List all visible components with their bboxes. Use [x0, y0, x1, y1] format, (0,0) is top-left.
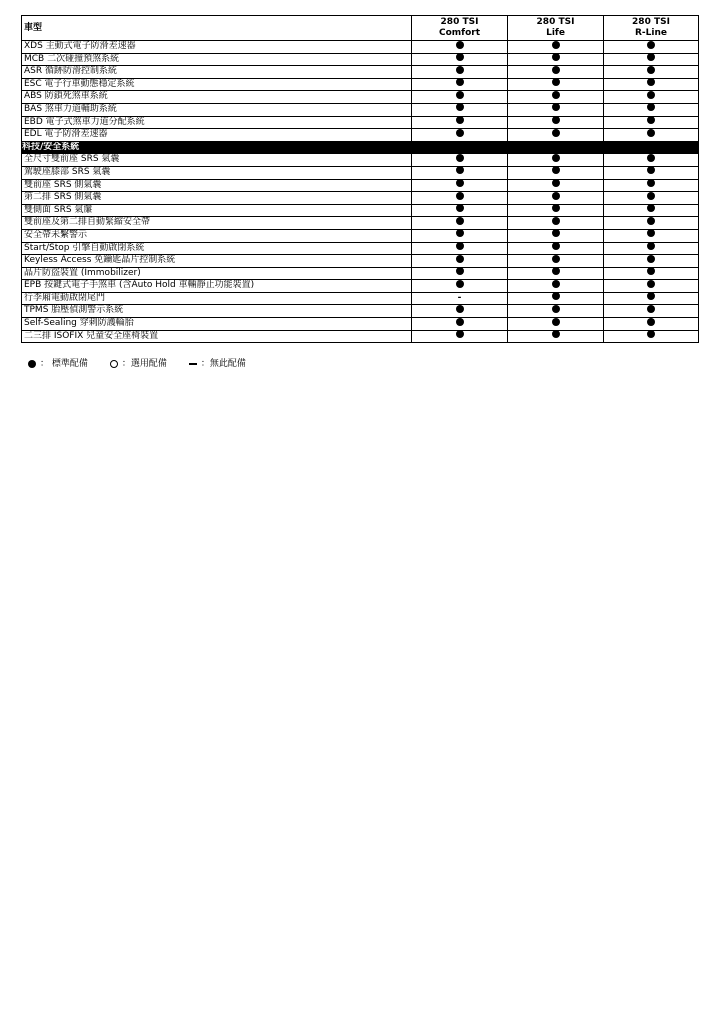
standard-dot-icon	[647, 255, 655, 263]
feature-label: EBD 電子式煞車力道分配系統	[22, 116, 412, 129]
standard-dot-icon	[647, 267, 655, 275]
standard-dot-icon	[456, 204, 464, 212]
table-row	[22, 129, 699, 142]
mark-cell-comfort	[412, 330, 508, 343]
standard-dot-icon	[647, 116, 655, 124]
table-row	[22, 166, 699, 179]
standard-dot-icon	[552, 204, 560, 212]
model-header: 車型	[22, 16, 412, 41]
mark-cell-rline	[604, 129, 699, 142]
mark-cell-comfort	[412, 242, 508, 255]
mark-cell-rline	[604, 166, 699, 179]
mark-cell-comfort	[412, 192, 508, 205]
feature-label: Start/Stop 引擎自動啟閉系統	[22, 242, 412, 255]
mark-cell-rline	[604, 305, 699, 318]
mark-cell-life	[508, 305, 604, 318]
standard-dot-icon	[456, 318, 464, 326]
table-row	[22, 91, 699, 104]
mark-cell-rline	[604, 229, 699, 242]
mark-cell-comfort	[412, 179, 508, 192]
standard-dot-icon	[552, 166, 560, 174]
legend-standard	[28, 358, 88, 370]
legend-none	[189, 358, 246, 370]
standard-dot-icon	[647, 179, 655, 187]
standard-dot-icon	[456, 53, 464, 61]
mark-cell-life	[508, 255, 604, 268]
standard-dot-icon	[647, 318, 655, 326]
mark-cell-life	[508, 41, 604, 54]
standard-dot-icon	[647, 280, 655, 288]
feature-label: MCB 二次碰撞預煞系統	[22, 53, 412, 66]
section-title: 科技/安全系統	[22, 141, 699, 154]
feature-label: 晶片防盜裝置 (Immobilizer)	[22, 267, 412, 280]
trim-header-comfort	[412, 16, 508, 41]
mark-cell-life	[508, 267, 604, 280]
filled-dot-icon	[28, 360, 36, 368]
mark-cell-life	[508, 179, 604, 192]
trim-comfort-line1: 280 TSI	[440, 17, 479, 27]
mark-cell-comfort	[412, 280, 508, 293]
standard-dot-icon	[647, 154, 655, 162]
standard-dot-icon	[647, 78, 655, 86]
mark-cell-comfort	[412, 129, 508, 142]
feature-label: Keyless Access 免鑰匙晶片控制系統	[22, 255, 412, 268]
mark-cell-comfort	[412, 116, 508, 129]
mark-cell-life	[508, 204, 604, 217]
mark-cell-rline	[604, 292, 699, 305]
standard-dot-icon	[647, 229, 655, 237]
mark-cell-comfort	[412, 66, 508, 79]
header-row	[22, 16, 699, 41]
feature-label: 第二排 SRS 側氣囊	[22, 192, 412, 205]
standard-dot-icon	[552, 242, 560, 250]
standard-dot-icon	[647, 53, 655, 61]
standard-dot-icon	[647, 91, 655, 99]
table-row	[22, 204, 699, 217]
standard-dot-icon	[552, 179, 560, 187]
table-row	[22, 192, 699, 205]
feature-label: 雙前座及第二排自動緊縮安全帶	[22, 217, 412, 230]
standard-dot-icon	[552, 255, 560, 263]
standard-dot-icon	[647, 166, 655, 174]
mark-cell-life	[508, 91, 604, 104]
standard-dot-icon	[647, 217, 655, 225]
standard-dot-icon	[456, 91, 464, 99]
trim-rline-line1: 280 TSI	[632, 17, 670, 27]
standard-dot-icon	[647, 129, 655, 137]
mark-cell-comfort	[412, 217, 508, 230]
mark-cell-life	[508, 78, 604, 91]
legend	[28, 358, 268, 370]
mark-cell-rline	[604, 154, 699, 167]
standard-dot-icon	[647, 292, 655, 300]
mark-cell-life	[508, 116, 604, 129]
mark-cell-life	[508, 129, 604, 142]
feature-label: 全尺寸雙前座 SRS 氣囊	[22, 154, 412, 167]
legend-optional	[110, 358, 167, 370]
mark-cell-comfort	[412, 53, 508, 66]
feature-label: XDS 主動式電子防滑差速器	[22, 41, 412, 54]
standard-dot-icon	[647, 330, 655, 338]
mark-cell-rline	[604, 78, 699, 91]
standard-dot-icon	[552, 192, 560, 200]
standard-dot-icon	[456, 103, 464, 111]
mark-cell-rline	[604, 267, 699, 280]
trim-header-life	[508, 16, 604, 41]
legend-optional-label: ：選用配備	[121, 359, 167, 369]
feature-label: ASR 循跡防滑控制系統	[22, 66, 412, 79]
mark-cell-life	[508, 103, 604, 116]
standard-dot-icon	[456, 179, 464, 187]
table-row	[22, 78, 699, 91]
feature-label: 駕駛座膝部 SRS 氣囊	[22, 166, 412, 179]
mark-cell-comfort	[412, 91, 508, 104]
table-row	[22, 66, 699, 79]
mark-cell-rline	[604, 217, 699, 230]
standard-dot-icon	[552, 41, 560, 49]
not-available-mark: -	[457, 292, 462, 303]
mark-cell-comfort	[412, 78, 508, 91]
table-row	[22, 41, 699, 54]
standard-dot-icon	[552, 217, 560, 225]
mark-cell-rline	[604, 53, 699, 66]
standard-dot-icon	[647, 41, 655, 49]
table-row	[22, 217, 699, 230]
mark-cell-rline	[604, 192, 699, 205]
mark-cell-life	[508, 229, 604, 242]
mark-cell-rline	[604, 318, 699, 331]
standard-dot-icon	[456, 66, 464, 74]
standard-dot-icon	[647, 204, 655, 212]
table-row	[22, 242, 699, 255]
standard-dot-icon	[552, 330, 560, 338]
mark-cell-comfort	[412, 154, 508, 167]
mark-cell-life	[508, 217, 604, 230]
trim-life-line1: 280 TSI	[536, 17, 575, 27]
table-row	[22, 280, 699, 293]
mark-cell-comfort	[412, 41, 508, 54]
table-row	[22, 318, 699, 331]
mark-cell-life	[508, 292, 604, 305]
standard-dot-icon	[552, 116, 560, 124]
mark-cell-comfort	[412, 229, 508, 242]
feature-label: BAS 煞車力道輔助系統	[22, 103, 412, 116]
feature-label: EDL 電子防滑差速器	[22, 129, 412, 142]
feature-label: Self-Sealing 穿刺防護輪胎	[22, 318, 412, 331]
standard-dot-icon	[552, 318, 560, 326]
feature-label: TPMS 胎壓偵測警示系統	[22, 305, 412, 318]
standard-dot-icon	[552, 229, 560, 237]
standard-dot-icon	[456, 242, 464, 250]
standard-dot-icon	[456, 41, 464, 49]
mark-cell-comfort	[412, 166, 508, 179]
standard-dot-icon	[456, 217, 464, 225]
mark-cell-comfort	[412, 305, 508, 318]
standard-dot-icon	[647, 103, 655, 111]
standard-dot-icon	[647, 305, 655, 313]
mark-cell-life	[508, 154, 604, 167]
mark-cell-rline	[604, 330, 699, 343]
standard-dot-icon	[552, 154, 560, 162]
legend-none-label: ：無此配備	[200, 359, 246, 369]
mark-cell-rline	[604, 103, 699, 116]
feature-label: 安全帶未繫警示	[22, 229, 412, 242]
standard-dot-icon	[552, 78, 560, 86]
standard-dot-icon	[456, 129, 464, 137]
standard-dot-icon	[456, 280, 464, 288]
feature-label: 雙前座 SRS 側氣囊	[22, 179, 412, 192]
trim-header-rline	[604, 16, 699, 41]
standard-dot-icon	[552, 66, 560, 74]
mark-cell-comfort	[412, 292, 508, 305]
feature-label: EPB 按鍵式電子手煞車 (含Auto Hold 車輛靜止功能裝置)	[22, 280, 412, 293]
trim-life-line2: Life	[546, 28, 565, 38]
standard-dot-icon	[552, 103, 560, 111]
mark-cell-rline	[604, 204, 699, 217]
standard-dot-icon	[456, 192, 464, 200]
table-row	[22, 255, 699, 268]
mark-cell-rline	[604, 242, 699, 255]
table-row	[22, 305, 699, 318]
standard-dot-icon	[456, 166, 464, 174]
table-row	[22, 267, 699, 280]
standard-dot-icon	[456, 305, 464, 313]
feature-label: 行李廂電動啟閉尾門	[22, 292, 412, 305]
hollow-circle-icon	[110, 360, 118, 368]
mark-cell-rline	[604, 66, 699, 79]
mark-cell-life	[508, 330, 604, 343]
mark-cell-rline	[604, 41, 699, 54]
mark-cell-life	[508, 242, 604, 255]
standard-dot-icon	[456, 154, 464, 162]
feature-label: ABS 防鎖死煞車系統	[22, 91, 412, 104]
mark-cell-comfort	[412, 255, 508, 268]
standard-dot-icon	[552, 280, 560, 288]
standard-dot-icon	[552, 292, 560, 300]
mark-cell-rline	[604, 179, 699, 192]
table-row	[22, 292, 699, 305]
standard-dot-icon	[552, 53, 560, 61]
standard-dot-icon	[456, 116, 464, 124]
spec-table	[21, 15, 699, 343]
section-row	[22, 141, 699, 154]
dash-icon	[189, 363, 197, 365]
standard-dot-icon	[647, 242, 655, 250]
feature-label: 雙側面 SRS 氣簾	[22, 204, 412, 217]
mark-cell-rline	[604, 280, 699, 293]
trim-rline-line2: R-Line	[635, 28, 667, 38]
legend-standard-label: ： 標準配備	[40, 359, 88, 369]
standard-dot-icon	[456, 267, 464, 275]
mark-cell-life	[508, 192, 604, 205]
feature-label: ESC 電子行車動態穩定系統	[22, 78, 412, 91]
mark-cell-comfort	[412, 103, 508, 116]
trim-comfort-line2: Comfort	[438, 28, 480, 38]
standard-dot-icon	[456, 229, 464, 237]
standard-dot-icon	[456, 78, 464, 86]
standard-dot-icon	[647, 192, 655, 200]
mark-cell-rline	[604, 255, 699, 268]
standard-dot-icon	[552, 305, 560, 313]
table-row	[22, 53, 699, 66]
table-row	[22, 229, 699, 242]
mark-cell-life	[508, 318, 604, 331]
mark-cell-life	[508, 66, 604, 79]
mark-cell-comfort	[412, 204, 508, 217]
mark-cell-life	[508, 280, 604, 293]
mark-cell-comfort	[412, 267, 508, 280]
standard-dot-icon	[647, 66, 655, 74]
standard-dot-icon	[552, 267, 560, 275]
table-row	[22, 116, 699, 129]
feature-label: 二三排 ISOFIX 兒童安全座椅裝置	[22, 330, 412, 343]
table-row	[22, 330, 699, 343]
standard-dot-icon	[552, 129, 560, 137]
standard-dot-icon	[552, 91, 560, 99]
table-row	[22, 103, 699, 116]
standard-dot-icon	[456, 330, 464, 338]
table-row	[22, 154, 699, 167]
mark-cell-rline	[604, 116, 699, 129]
mark-cell-rline	[604, 91, 699, 104]
mark-cell-comfort	[412, 318, 508, 331]
spec-body	[22, 41, 699, 343]
mark-cell-life	[508, 53, 604, 66]
mark-cell-life	[508, 166, 604, 179]
standard-dot-icon	[456, 255, 464, 263]
table-row	[22, 179, 699, 192]
